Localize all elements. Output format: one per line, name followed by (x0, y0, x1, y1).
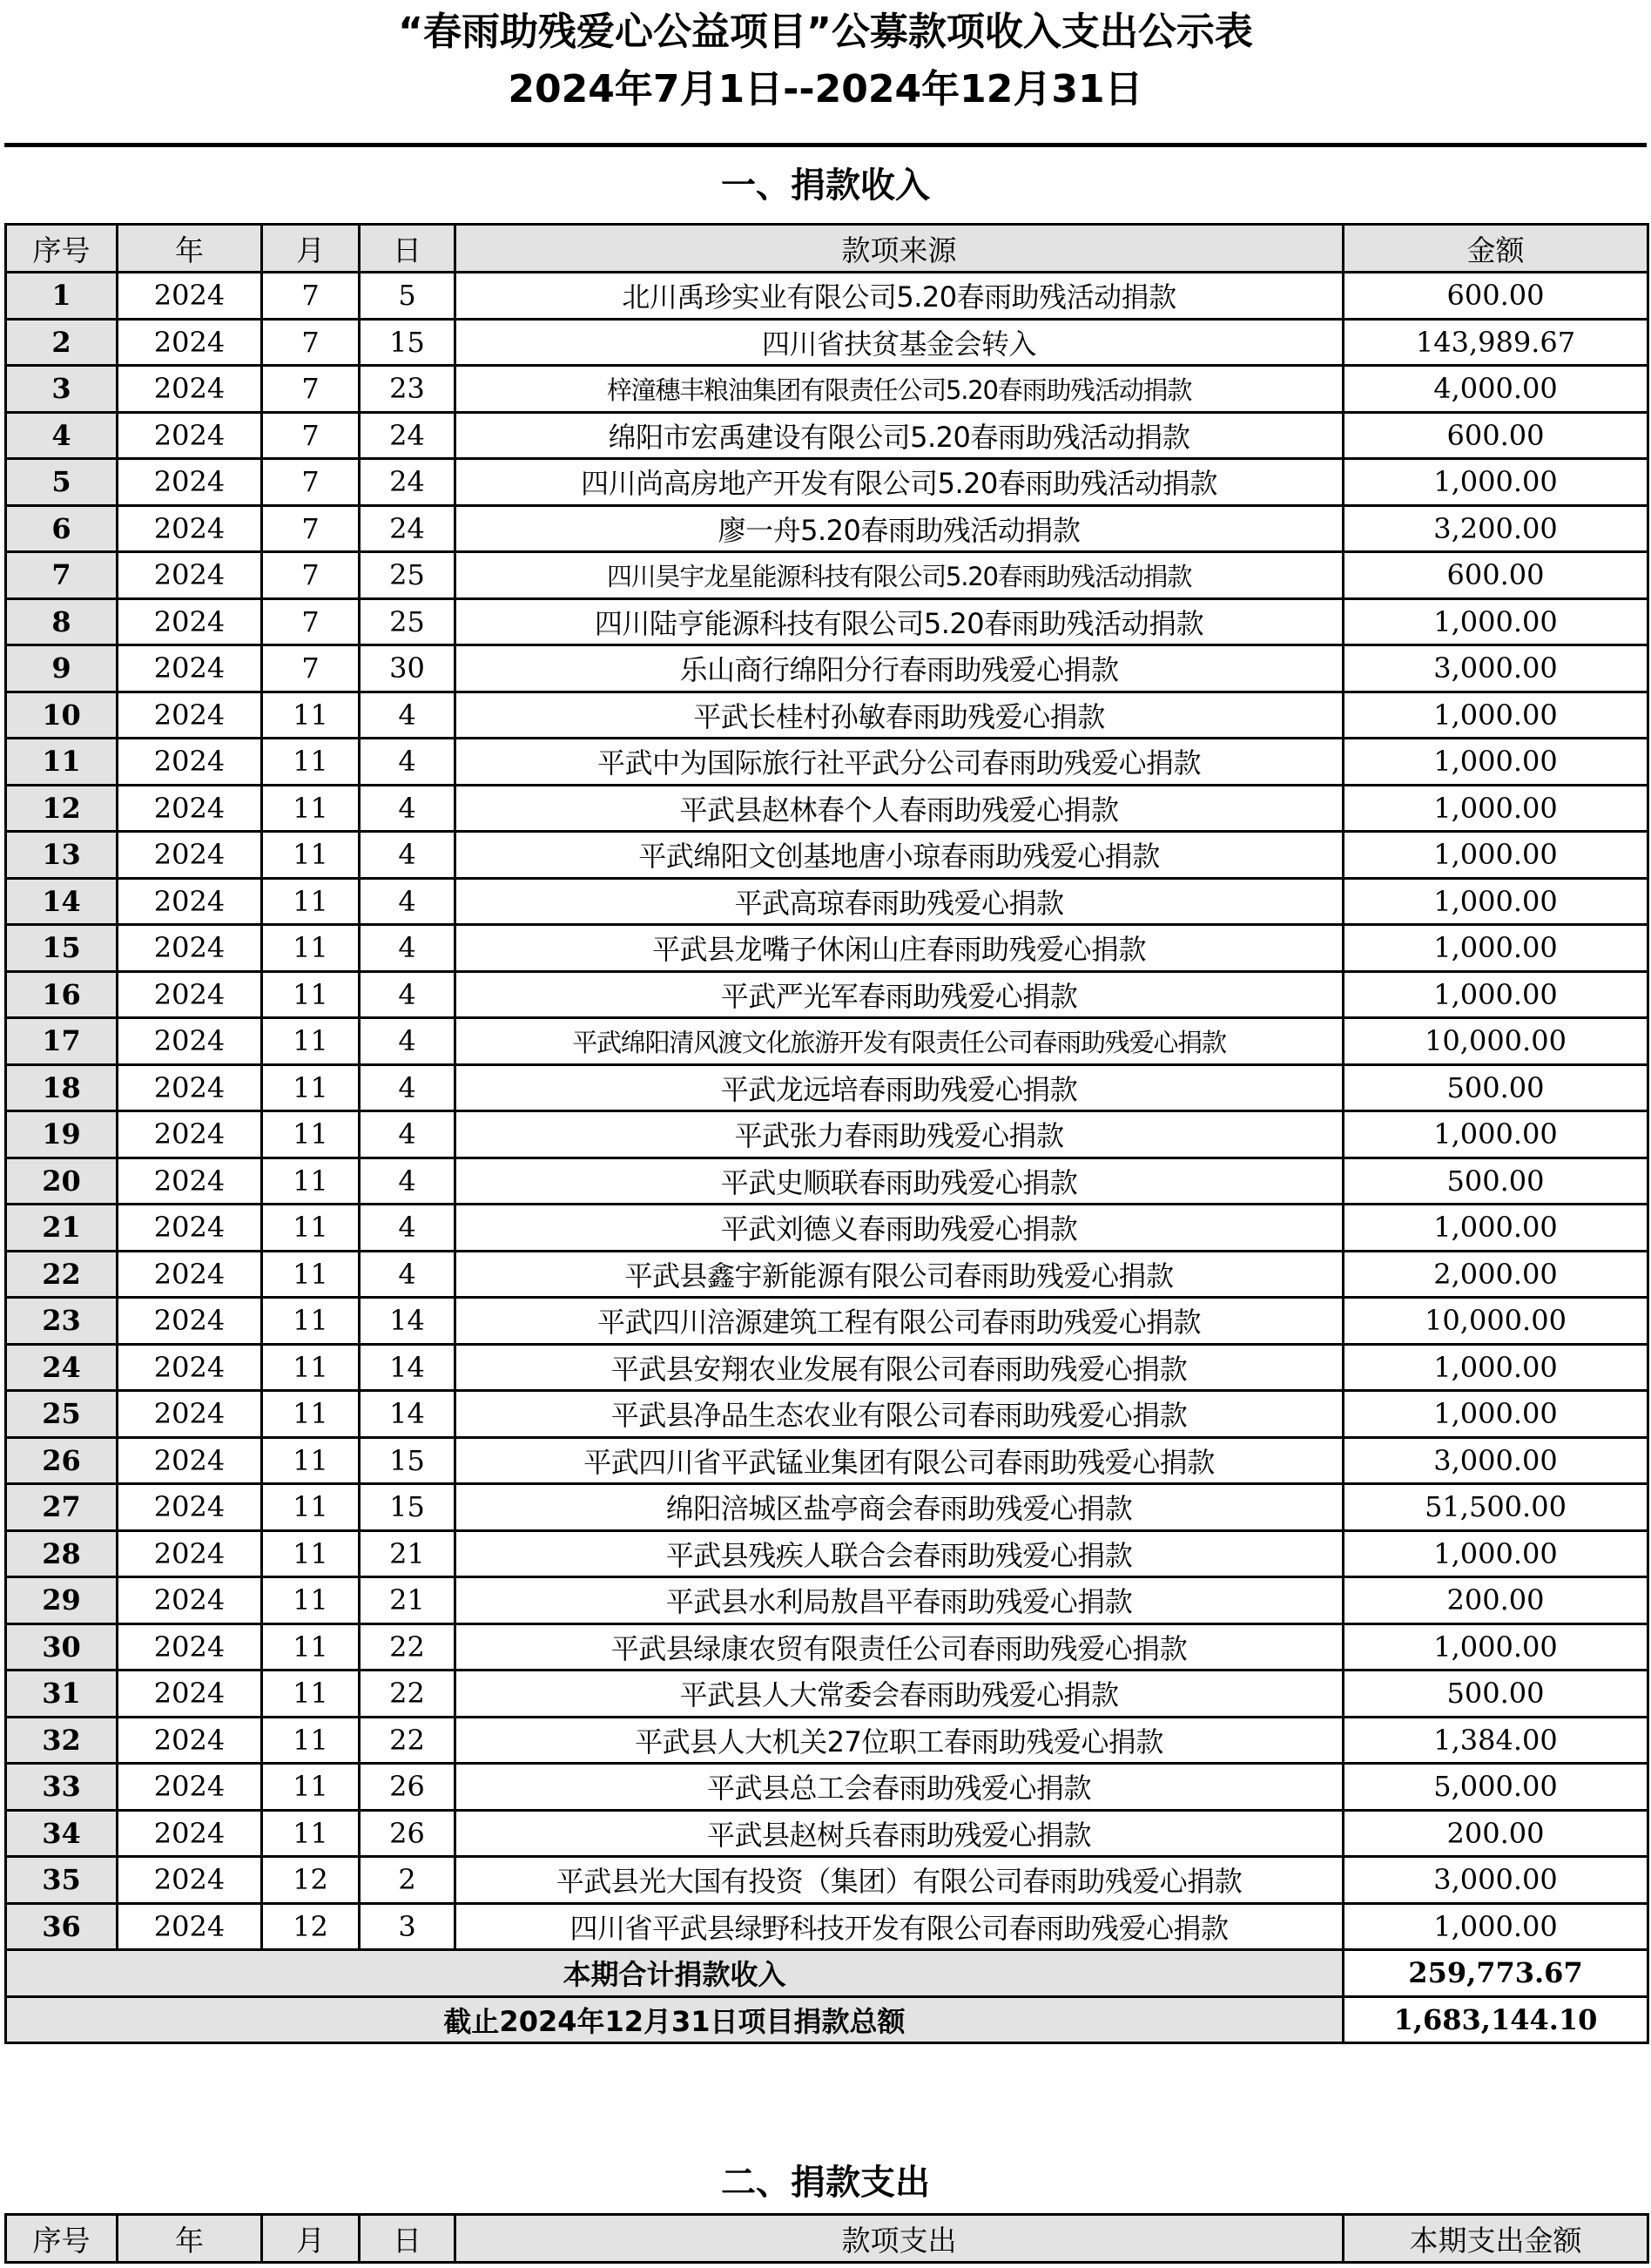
row-seq: 33 (6, 1764, 118, 1811)
row-day: 4 (360, 832, 455, 879)
row-year: 2024 (118, 1671, 262, 1718)
income-row (6, 1437, 1648, 1484)
row-month: 12 (262, 1857, 360, 1904)
row-month: 11 (262, 1484, 360, 1531)
row-source: 平武县总工会春雨助残爱心捐款 (455, 1764, 1344, 1811)
row-month: 11 (262, 1298, 360, 1345)
income-row (6, 598, 1648, 645)
row-seq: 8 (6, 598, 118, 645)
row-year: 2024 (118, 1530, 262, 1577)
row-source: 平武四川省平武锰业集团有限公司春雨助残爱心捐款 (455, 1437, 1344, 1484)
income-row (6, 1018, 1648, 1065)
row-year: 2024 (118, 273, 262, 320)
row-year: 2024 (118, 1484, 262, 1531)
row-month: 11 (262, 971, 360, 1018)
row-amount: 3,000.00 (1344, 1437, 1648, 1484)
row-month: 11 (262, 878, 360, 925)
col-header-seq: 序号 (6, 2215, 118, 2263)
income-header-row (6, 225, 1648, 273)
income-row (6, 692, 1648, 739)
row-source: 四川陆亨能源科技有限公司5.20春雨助残活动捐款 (455, 598, 1344, 645)
row-month: 7 (262, 552, 360, 599)
row-month: 11 (262, 1205, 360, 1252)
title-divider (4, 143, 1647, 147)
expense-table (4, 2213, 1649, 2264)
row-year: 2024 (118, 1857, 262, 1904)
row-month: 11 (262, 739, 360, 786)
row-seq: 27 (6, 1484, 118, 1531)
row-source: 平武县赵树兵春雨助残爱心捐款 (455, 1810, 1344, 1857)
row-source: 平武高琼春雨助残爱心捐款 (455, 878, 1344, 925)
income-row (6, 1205, 1648, 1252)
col-header-year: 年 (118, 2215, 262, 2263)
row-day: 25 (360, 598, 455, 645)
row-month: 7 (262, 319, 360, 366)
row-amount: 4,000.00 (1344, 366, 1648, 413)
col-header-item: 款项支出 (455, 2215, 1344, 2263)
row-source: 平武县鑫宇新能源有限公司春雨助残爱心捐款 (455, 1251, 1344, 1298)
col-header-source: 款项来源 (455, 225, 1344, 273)
row-amount: 500.00 (1344, 1671, 1648, 1718)
row-source: 平武县龙嘴子休闲山庄春雨助残爱心捐款 (455, 925, 1344, 972)
row-seq: 26 (6, 1437, 118, 1484)
row-month: 11 (262, 1437, 360, 1484)
row-source: 梓潼穗丰粮油集团有限责任公司5.20春雨助残活动捐款 (455, 366, 1344, 413)
row-source: 北川禹珍实业有限公司5.20春雨助残活动捐款 (455, 273, 1344, 320)
row-day: 24 (360, 505, 455, 552)
row-seq: 24 (6, 1344, 118, 1391)
row-amount: 2,000.00 (1344, 1251, 1648, 1298)
row-day: 4 (360, 1205, 455, 1252)
row-month: 11 (262, 1717, 360, 1764)
row-seq: 12 (6, 785, 118, 832)
cumulative-total-amount: 1,683,144.10 (1344, 1996, 1648, 2043)
row-month: 11 (262, 1671, 360, 1718)
row-month: 11 (262, 1810, 360, 1857)
income-row (6, 1671, 1648, 1718)
row-source: 平武县净品生态农业有限公司春雨助残爱心捐款 (455, 1391, 1344, 1438)
row-amount: 500.00 (1344, 1064, 1648, 1111)
income-row (6, 1717, 1648, 1764)
row-day: 4 (360, 925, 455, 972)
row-seq: 15 (6, 925, 118, 972)
row-month: 11 (262, 1158, 360, 1205)
row-day: 14 (360, 1344, 455, 1391)
row-amount: 1,000.00 (1344, 1623, 1648, 1671)
row-year: 2024 (118, 692, 262, 739)
row-amount: 3,000.00 (1344, 1857, 1648, 1904)
row-amount: 1,000.00 (1344, 925, 1648, 972)
row-day: 30 (360, 645, 455, 692)
row-seq: 5 (6, 459, 118, 506)
row-source: 平武严光军春雨助残爱心捐款 (455, 971, 1344, 1018)
row-day: 21 (360, 1577, 455, 1624)
cumulative-total-label: 截止2024年12月31日项目捐款总额 (6, 1996, 1344, 2043)
cumulative-total-row (6, 1996, 1648, 2043)
row-amount: 600.00 (1344, 552, 1648, 599)
row-year: 2024 (118, 1018, 262, 1065)
document-title: “春雨助残爱心公益项目”公募款项收入支出公示表 (398, 10, 1253, 54)
row-amount: 1,000.00 (1344, 739, 1648, 786)
row-day: 26 (360, 1764, 455, 1811)
row-seq: 23 (6, 1298, 118, 1345)
row-month: 7 (262, 645, 360, 692)
income-row (6, 412, 1648, 459)
row-day: 25 (360, 552, 455, 599)
row-year: 2024 (118, 366, 262, 413)
row-amount: 200.00 (1344, 1577, 1648, 1624)
row-amount: 1,000.00 (1344, 785, 1648, 832)
col-header-amount: 金额 (1344, 225, 1648, 273)
row-month: 7 (262, 366, 360, 413)
income-row (6, 1810, 1648, 1857)
row-seq: 13 (6, 832, 118, 879)
row-seq: 14 (6, 878, 118, 925)
row-seq: 22 (6, 1251, 118, 1298)
row-amount: 1,000.00 (1344, 598, 1648, 645)
row-day: 4 (360, 1251, 455, 1298)
row-day: 22 (360, 1671, 455, 1718)
row-year: 2024 (118, 1298, 262, 1345)
row-source: 平武县残疾人联合会春雨助残爱心捐款 (455, 1530, 1344, 1577)
row-amount: 1,000.00 (1344, 1344, 1648, 1391)
row-source: 四川省平武县绿野科技开发有限公司春雨助残爱心捐款 (455, 1903, 1344, 1950)
col-header-seq: 序号 (6, 225, 118, 273)
income-row (6, 1111, 1648, 1158)
row-year: 2024 (118, 319, 262, 366)
row-source: 平武史顺联春雨助残爱心捐款 (455, 1158, 1344, 1205)
income-row (6, 645, 1648, 692)
row-source: 平武县水利局敖昌平春雨助残爱心捐款 (455, 1577, 1344, 1624)
income-row (6, 1764, 1648, 1811)
row-seq: 20 (6, 1158, 118, 1205)
row-month: 11 (262, 1251, 360, 1298)
income-row (6, 878, 1648, 925)
row-seq: 11 (6, 739, 118, 786)
income-row (6, 1344, 1648, 1391)
income-row (6, 971, 1648, 1018)
row-amount: 600.00 (1344, 273, 1648, 320)
row-source: 平武县安翔农业发展有限公司春雨助残爱心捐款 (455, 1344, 1344, 1391)
row-year: 2024 (118, 552, 262, 599)
expense-header-row (6, 2215, 1648, 2263)
row-year: 2024 (118, 878, 262, 925)
row-seq: 21 (6, 1205, 118, 1252)
row-amount: 1,000.00 (1344, 832, 1648, 879)
income-row (6, 366, 1648, 413)
row-month: 7 (262, 598, 360, 645)
row-month: 7 (262, 459, 360, 506)
row-amount: 1,384.00 (1344, 1717, 1648, 1764)
row-source: 平武刘德义春雨助残爱心捐款 (455, 1205, 1344, 1252)
row-day: 2 (360, 1857, 455, 1904)
row-amount: 1,000.00 (1344, 692, 1648, 739)
row-month: 12 (262, 1903, 360, 1950)
document-period: 2024年7月1日--2024年12月31日 (508, 67, 1143, 111)
row-amount: 500.00 (1344, 1158, 1648, 1205)
row-year: 2024 (118, 1344, 262, 1391)
row-month: 7 (262, 412, 360, 459)
income-row (6, 1064, 1648, 1111)
row-month: 11 (262, 832, 360, 879)
row-seq: 7 (6, 552, 118, 599)
row-year: 2024 (118, 1717, 262, 1764)
expense-section-title: 二、捐款支出 (721, 2163, 930, 2203)
row-amount: 51,500.00 (1344, 1484, 1648, 1531)
row-amount: 1,000.00 (1344, 459, 1648, 506)
col-header-expense-amount: 本期支出金额 (1344, 2215, 1648, 2263)
row-year: 2024 (118, 832, 262, 879)
row-seq: 32 (6, 1717, 118, 1764)
row-day: 4 (360, 1018, 455, 1065)
income-row (6, 832, 1648, 879)
row-year: 2024 (118, 1764, 262, 1811)
row-source: 平武县绿康农贸有限责任公司春雨助残爱心捐款 (455, 1623, 1344, 1671)
income-row (6, 1623, 1648, 1671)
row-month: 7 (262, 505, 360, 552)
row-seq: 18 (6, 1064, 118, 1111)
row-amount: 600.00 (1344, 412, 1648, 459)
row-source: 平武张力春雨助残爱心捐款 (455, 1111, 1344, 1158)
row-year: 2024 (118, 1205, 262, 1252)
row-source: 平武绵阳文创基地唐小琼春雨助残爱心捐款 (455, 832, 1344, 879)
row-amount: 1,000.00 (1344, 1530, 1648, 1577)
row-day: 4 (360, 1111, 455, 1158)
row-day: 14 (360, 1391, 455, 1438)
row-year: 2024 (118, 1251, 262, 1298)
row-source: 平武县光大国有投资（集团）有限公司春雨助残爱心捐款 (455, 1857, 1344, 1904)
row-seq: 19 (6, 1111, 118, 1158)
row-day: 4 (360, 878, 455, 925)
row-year: 2024 (118, 1623, 262, 1671)
row-year: 2024 (118, 785, 262, 832)
income-row (6, 459, 1648, 506)
row-day: 4 (360, 692, 455, 739)
row-day: 4 (360, 1158, 455, 1205)
row-seq: 9 (6, 645, 118, 692)
income-row (6, 925, 1648, 972)
row-source: 绵阳涪城区盐亭商会春雨助残爱心捐款 (455, 1484, 1344, 1531)
row-amount: 3,000.00 (1344, 645, 1648, 692)
income-row (6, 319, 1648, 366)
row-year: 2024 (118, 1577, 262, 1624)
income-row (6, 1391, 1648, 1438)
row-year: 2024 (118, 1903, 262, 1950)
row-day: 24 (360, 412, 455, 459)
row-seq: 31 (6, 1671, 118, 1718)
row-year: 2024 (118, 1810, 262, 1857)
row-amount: 1,000.00 (1344, 1391, 1648, 1438)
row-source: 四川省扶贫基金会转入 (455, 319, 1344, 366)
row-seq: 6 (6, 505, 118, 552)
row-source: 平武四川涪源建筑工程有限公司春雨助残爱心捐款 (455, 1298, 1344, 1345)
row-source: 平武长桂村孙敏春雨助残爱心捐款 (455, 692, 1344, 739)
row-day: 22 (360, 1623, 455, 1671)
row-source: 平武龙远培春雨助残爱心捐款 (455, 1064, 1344, 1111)
row-year: 2024 (118, 739, 262, 786)
row-month: 11 (262, 1064, 360, 1111)
income-row (6, 1251, 1648, 1298)
row-amount: 1,000.00 (1344, 1111, 1648, 1158)
row-source: 廖一舟5.20春雨助残活动捐款 (455, 505, 1344, 552)
row-month: 11 (262, 1764, 360, 1811)
row-seq: 25 (6, 1391, 118, 1438)
row-source: 四川尚高房地产开发有限公司5.20春雨助残活动捐款 (455, 459, 1344, 506)
income-row (6, 1298, 1648, 1345)
row-day: 3 (360, 1903, 455, 1950)
row-amount: 1,000.00 (1344, 1205, 1648, 1252)
row-seq: 2 (6, 319, 118, 366)
row-source: 平武县人大常委会春雨助残爱心捐款 (455, 1671, 1344, 1718)
row-month: 11 (262, 925, 360, 972)
income-row (6, 1577, 1648, 1624)
col-header-day: 日 (360, 2215, 455, 2263)
row-day: 4 (360, 1064, 455, 1111)
income-row (6, 1158, 1648, 1205)
row-day: 15 (360, 1437, 455, 1484)
row-seq: 28 (6, 1530, 118, 1577)
row-amount: 5,000.00 (1344, 1764, 1648, 1811)
row-amount: 200.00 (1344, 1810, 1648, 1857)
income-row (6, 1530, 1648, 1577)
income-row (6, 505, 1648, 552)
row-amount: 3,200.00 (1344, 505, 1648, 552)
row-source: 平武县赵林春个人春雨助残爱心捐款 (455, 785, 1344, 832)
row-year: 2024 (118, 505, 262, 552)
period-total-label: 本期合计捐款收入 (6, 1950, 1344, 1997)
row-source: 乐山商行绵阳分行春雨助残爱心捐款 (455, 645, 1344, 692)
income-section-title: 一、捐款收入 (721, 165, 930, 206)
row-source: 平武县人大机关27位职工春雨助残爱心捐款 (455, 1717, 1344, 1764)
row-seq: 17 (6, 1018, 118, 1065)
row-seq: 29 (6, 1577, 118, 1624)
row-month: 11 (262, 1111, 360, 1158)
income-row (6, 1903, 1648, 1950)
row-source: 平武绵阳清风渡文化旅游开发有限责任公司春雨助残爱心捐款 (455, 1018, 1344, 1065)
row-amount: 1,000.00 (1344, 971, 1648, 1018)
income-row (6, 785, 1648, 832)
row-day: 23 (360, 366, 455, 413)
row-month: 11 (262, 1577, 360, 1624)
row-year: 2024 (118, 1158, 262, 1205)
row-amount: 1,000.00 (1344, 878, 1648, 925)
row-day: 26 (360, 1810, 455, 1857)
period-total-row (6, 1950, 1648, 1997)
row-day: 4 (360, 739, 455, 786)
row-month: 11 (262, 692, 360, 739)
row-month: 11 (262, 1530, 360, 1577)
row-amount: 10,000.00 (1344, 1018, 1648, 1065)
income-row (6, 552, 1648, 599)
row-month: 11 (262, 1018, 360, 1065)
income-row (6, 273, 1648, 320)
row-day: 15 (360, 319, 455, 366)
col-header-month: 月 (262, 2215, 360, 2263)
income-row (6, 1484, 1648, 1531)
row-month: 7 (262, 273, 360, 320)
row-year: 2024 (118, 971, 262, 1018)
income-row (6, 739, 1648, 786)
row-year: 2024 (118, 1111, 262, 1158)
income-row (6, 1857, 1648, 1904)
row-month: 11 (262, 1344, 360, 1391)
col-header-day: 日 (360, 225, 455, 273)
row-year: 2024 (118, 925, 262, 972)
row-year: 2024 (118, 1437, 262, 1484)
period-total-amount: 259,773.67 (1344, 1950, 1648, 1997)
row-seq: 3 (6, 366, 118, 413)
row-amount: 1,000.00 (1344, 1903, 1648, 1950)
row-year: 2024 (118, 645, 262, 692)
row-year: 2024 (118, 598, 262, 645)
row-day: 21 (360, 1530, 455, 1577)
row-month: 11 (262, 1391, 360, 1438)
row-year: 2024 (118, 412, 262, 459)
row-source: 绵阳市宏禹建设有限公司5.20春雨助残活动捐款 (455, 412, 1344, 459)
row-month: 11 (262, 1623, 360, 1671)
income-table (4, 223, 1649, 2044)
row-day: 5 (360, 273, 455, 320)
row-day: 4 (360, 971, 455, 1018)
row-day: 4 (360, 785, 455, 832)
row-seq: 35 (6, 1857, 118, 1904)
col-header-year: 年 (118, 225, 262, 273)
row-seq: 16 (6, 971, 118, 1018)
row-year: 2024 (118, 1391, 262, 1438)
row-seq: 36 (6, 1903, 118, 1950)
row-day: 14 (360, 1298, 455, 1345)
row-seq: 1 (6, 273, 118, 320)
row-seq: 10 (6, 692, 118, 739)
row-source: 平武中为国际旅行社平武分公司春雨助残爱心捐款 (455, 739, 1344, 786)
row-year: 2024 (118, 1064, 262, 1111)
col-header-month: 月 (262, 225, 360, 273)
row-year: 2024 (118, 459, 262, 506)
row-seq: 30 (6, 1623, 118, 1671)
row-seq: 34 (6, 1810, 118, 1857)
row-day: 24 (360, 459, 455, 506)
row-amount: 10,000.00 (1344, 1298, 1648, 1345)
row-month: 11 (262, 785, 360, 832)
row-day: 15 (360, 1484, 455, 1531)
row-amount: 143,989.67 (1344, 319, 1648, 366)
row-seq: 4 (6, 412, 118, 459)
row-source: 四川昊宇龙星能源科技有限公司5.20春雨助残活动捐款 (455, 552, 1344, 599)
row-day: 22 (360, 1717, 455, 1764)
